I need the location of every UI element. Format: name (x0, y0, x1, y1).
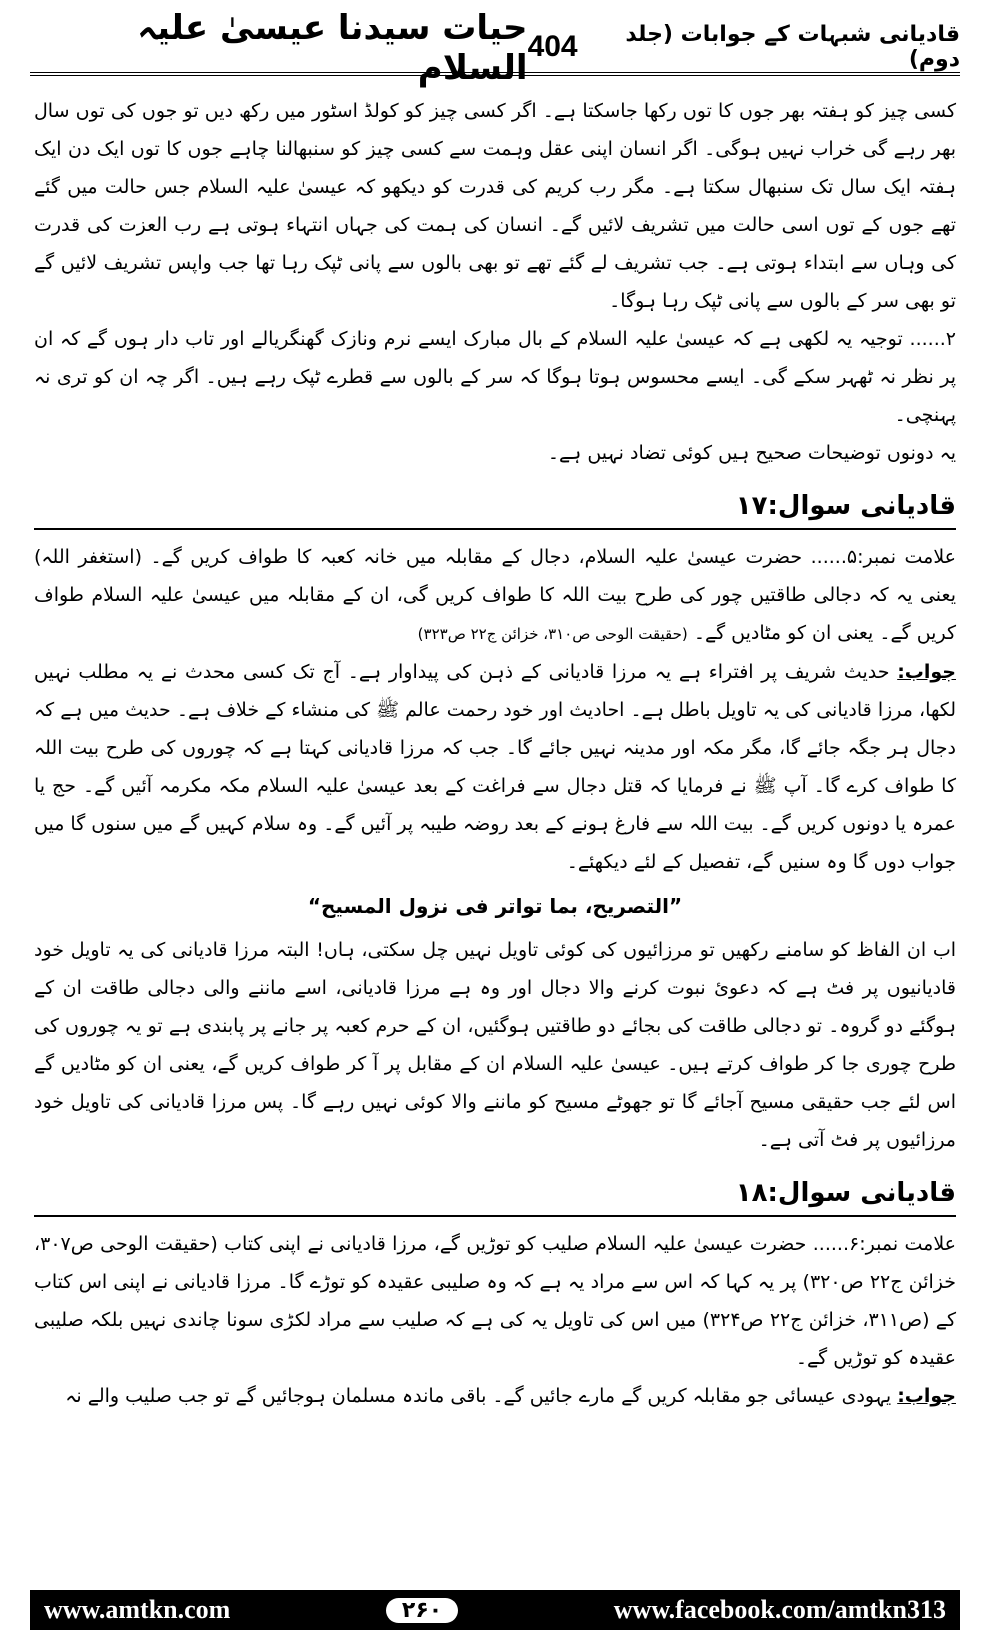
page-content (34, 92, 956, 1415)
alamat-text: علامت نمبر:۵...... حضرت عیسیٰ علیہ السلام، دجال کے مقابلہ میں خانہ کعبہ کا طواف کریں گے۔ (استغفر اللہ) یعنی یہ کہ دجالی طاقتیں چور کی طرح بیت اللہ کا طواف کریں گی، ان کے مقابلہ میں عیسیٰ علیہ السلام طواف کریں گے۔ یعنی ان کو مٹادیں گے۔ (34, 546, 956, 644)
volume-subtitle: قادیانی شبہات کے جوابات (جلد دوم) (625, 22, 960, 72)
paragraph: یہ دونوں توضیحات صحیح ہیں کوئی تضاد نہیں ہے۔ (547, 442, 956, 464)
answer-text: یہودی عیسائی جو مقابلہ کریں گے مارے جائیں گے۔ باقی ماندہ مسلمان ہوجائیں گے تو جب صلیب والے نہ (65, 1385, 892, 1407)
facebook-link[interactable]: www.facebook.com/amtkn313 (613, 1595, 946, 1624)
answer-label: جواب: (897, 1385, 956, 1407)
answer-text: حدیث شریف پر افتراء ہے یہ مرزا قادیانی کے ذہن کی پیداوار ہے۔ آج تک کسی محدث نے یہ مطلب نہیں لکھا، مرزا قادیانی کی یہ تاویل باطل ہے۔ احادیث اور خود رحمت عالم ﷺ کی منشاء کے خلاف ہے۔ حدیث میں ہے کہ دجال ہر جگہ جائے گا، مگر مکہ اور مدینہ نہیں جائے گا۔ جب کہ مرزا قادیانی کہتا ہے کہ چوروں کی طرح بیت اللہ کا طواف کرے گا۔ آپ ﷺ نے فرمایا کہ قتل دجال سے فراغت کے بعد عیسیٰ علیہ السلام مکہ مکرمہ آئیں گے۔ حج یا عمرہ یا دونوں کریں گے۔ بیت اللہ سے فارغ ہونے کے بعد روضہ طیبہ پر آئیں گے۔ وہ سلام کہیں گے میں سنوں گا میں جواب دوں گا وہ سنیں گے، تفصیل کے لئے دیکھئے۔ (34, 661, 956, 873)
website-link[interactable]: www.amtkn.com (44, 1595, 231, 1624)
alamat-paragraph (34, 538, 956, 653)
paragraph: ۲...... توجیہ یہ لکھی ہے کہ عیسیٰ علیہ السلام کے بال مبارک ایسے نرم ونازک گھنگریالے اور تاب دار ہوں گے کہ ان پر نظر نہ ٹھہر سکے گی۔ ایسے محسوس ہوتا ہوگا کہ سر کے بالوں سے قطرے ٹپک رہے ہیں۔ اگر چہ ان کو تری نہ پہنچی۔ (34, 328, 956, 426)
paragraph: اب ان الفاظ کو سامنے رکھیں تو مرزائیوں کی کوئی تاویل نہیں چل سکتی، ہاں! البتہ مرزا قادیانی کی یہ تاویل خود قادیانیوں پر فٹ ہے کہ دعوئ نبوت کرنے والا دجال اور وہ ہے مرزا قادیانی، اسے ماننے والی دجالی طاقت ان کے ہوگئے دو گروہ۔ تو دجالی طاقت کی بجائے دو طاقتیں ہوگئیں، ان کے حرم کعبہ پر جانے پر پابندی ہے تو یہ چوروں کی طرح چوری جا کر طواف کرتے ہیں۔ عیسیٰ علیہ السلام ان کے مقابل پر آ کر طواف کریں گے، یعنی ان کو مٹادیں گے اس لئے جب حقیقی مسیح آجائے گا تو جھوٹے مسیح کو ماننے والا کوئی نہیں رہے گا۔ پس مرزا قادیانی کی تاویل خود مرزائیوں پر فٹ آتی ہے۔ (34, 939, 956, 1151)
alamat-paragraph: علامت نمبر:۶...... حضرت عیسیٰ علیہ السلام صلیب کو توڑیں گے، مرزا قادیانی نے اپنی کتاب (حقیقت الوحی ص۳۰۷، خزائن ج۲۲ ص۳۲۰) پر یہ کہا کہ اس سے مراد یہ ہے کہ وہ صلیبی عقیدہ کو توڑے گا۔ مرزا قادیانی نے اپنی اس کتاب کے (ص۳۱۱، خزائن ج۲۲ ص۳۲۴) میں اس کی تاویل یہ کی ہے کہ صلیب سے مراد لکڑی سونا چاندی نہیں بلکہ صلیبی عقیدہ کو توڑیں گے۔ (34, 1233, 956, 1369)
page-header (30, 7, 960, 88)
answer-paragraph (34, 653, 956, 881)
section-heading-18: قادیانی سوال:۱۸ (34, 1173, 956, 1217)
section-heading-17: قادیانی سوال:۱۷ (34, 486, 956, 530)
book-quote: ”التصریح، بما تواتر فی نزول المسیح“ (307, 894, 683, 918)
footer-page-number: ۲۶۰ (386, 1598, 458, 1623)
answer-label: جواب: (897, 661, 956, 683)
book-title: حیات سیدنا عیسیٰ علیہ السلام (137, 7, 528, 88)
page-footer (30, 1590, 960, 1630)
reference: (حقیقت الوحی ص۳۱۰، خزائن ج۲۲ ص۳۲۳) (417, 625, 688, 643)
paragraph: کسی چیز کو ہفتہ بھر جوں کا توں رکھا جاسکتا ہے۔ اگر کسی چیز کو کولڈ اسٹور میں رکھ دیں تو جوں کی توں سال بھر رہے گی خراب نہیں ہوگی۔ اگر انسان اپنی عقل وہمت سے کسی چیز کو سنبھالنا چاہے جوں کا توں ایک دن ایک ہفتہ ایک سال تک سنبھال سکتا ہے۔ مگر رب کریم کی قدرت کو دیکھو کہ عیسیٰ علیہ السلام جس حالت میں گئے تھے جوں کے توں اسی حالت میں تشریف لائیں گے۔ انسان کی ہمت کی جہاں انتہاء ہوتی ہے رب العزت کی قدرت کی وہاں سے ابتداء ہوتی ہے۔ جب تشریف لے گئے تھے تو بھی بالوں سے پانی ٹپک رہا تھا جب واپس تشریف لائیں گے تو بھی سر کے بالوں سے پانی ٹپک رہا ہوگا۔ (34, 100, 956, 312)
page-number: 404 (527, 30, 578, 63)
answer-paragraph (34, 1377, 956, 1415)
